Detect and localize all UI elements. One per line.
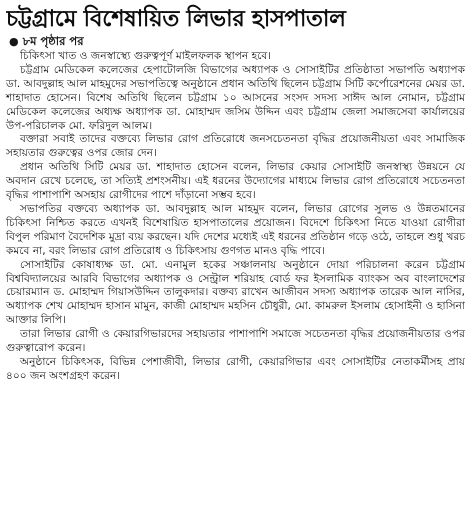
paragraph: সভাপতির বক্তব্যে অধ্যাপক ডা. আবদুল্লাহ আল মাহমুদ বলেন, লিভার রোগের সুলভ ও উন্নতমানের চিকিৎসা নিশ্চিত করতে এখনই বিশেষায়িত হাসপাতালের প্রয়োজন। বিদেশে চিকিৎসা নিতে যাওয়া রোগীরা বিপুল পরিমাণ বৈদেশিক মুদ্রা ব্যয় করছেন। যদি দেশের মধ্যেই এই ধরনের প্রতিষ্ঠান গড়ে ওঠে, তাহলে শুধু খরচ কমবে না, বরং লিভার রোগ প্রতিরোধ ও চিকিৎসায় গুণগত মানও বৃদ্ধি পাবে। [6,202,465,257]
paragraph: বক্তারা সবাই তাদের বক্তব্যে লিভার রোগ প্রতিরোধে জনসচেতনতা বৃদ্ধির প্রয়োজনীয়তা এবং সামাজিক সহায়তার গুরুত্বের ওপর জোর দেন। [6,133,465,160]
bullet-icon: ● [9,35,19,48]
article-body [6,50,465,384]
paragraph: প্রধান অতিথি সিটি মেয়র ডা. শাহাদাত হোসেন বলেন, লিভার কেয়ার সোসাইটি জনস্বাস্থ্য উন্নয়নে যে অবদান রেখে চলেছে, তা সত্যিই প্রশংসনীয়। এই ধরনের উদ্যোগের মাধ্যমে লিভার রোগ প্রতিরোধে সচেতনতা বৃদ্ধির পাশাপাশি অসহায় রোগীদের পাশে দাঁড়ানো সম্ভব হবে। [6,161,465,202]
continuation-line [9,34,465,49]
paragraph: চিকিৎসা খাত ও জনস্বাস্থ্যে গুরুত্বপূর্ণ মাইলফলক স্থাপন হবে। [20,50,272,62]
paragraph: তারা লিভার রোগী ও কেয়ারগিভারদের সহায়তার পাশাপাশি সমাজে সচেতনতা বৃদ্ধির প্রয়োজনীয়তার ওপর গুরুত্বারোপ করেন। [6,328,465,355]
paragraph: সোসাইটির কোষাধ্যক্ষ ডা. মো. এনামুল হকের সঞ্চালনায় অনুষ্ঠানে দোয়া পরিচালনা করেন চট্টগ্রাম বিশ্ববিদ্যালয়ের আরবি বিভাগের অধ্যাপক ও সেন্ট্রাল শরিয়াহ বোর্ড ফর ইসলামিক ব্যাংকস অব বাংলাদেশের চেয়ারম্যান ড. মোহাম্মদ গিয়াসউদ্দিন তালুকদার। বক্তব্য রাখেন আজীবন সদস্য অধ্যাপক তারেক আল নাসির, অধ্যাপক শেখ মোহাম্মদ হাসান মামুন, কাজী মোহাম্মদ মহসিন চৌধুরী, মো. কামরুল ইসলাম হোসাইনী ও হাসিনা আক্তার লিপি। [6,258,465,327]
continuation-text: ৮ম পৃষ্ঠার পর [22,34,84,48]
paragraph: অনুষ্ঠানে চিকিৎসক, বিভিন্ন পেশাজীবী, লিভার রোগী, কেয়ারগিভার এবং সোসাইটির নেতাকর্মীসহ প্রায় ৪০০ জন অংশগ্রহণ করেন। [6,355,465,382]
paragraph: চট্টগ্রাম মেডিকেল কলেজের হেপাটোলজি বিভাগের অধ্যাপক ও সোসাইটির প্রতিষ্ঠাতা সভাপতি অধ্যাপক ডা. আবদুল্লাহ আল মাহমুদের সভাপতিত্বে অনুষ্ঠানে প্রধান অতিথি ছিলেন চট্টগ্রাম সিটি কর্পোরেশনের মেয়র ডা. শাহাদাত হোসেন। বিশেষ অতিথি ছিলেন চট্টগ্রাম ১০ আসনের সংসদ সদস্য সাঈদ আল নোমান, চট্টগ্রাম মেডিকেল কলেজের অধ্যক্ষ অধ্যাপক ডা. মোহাম্মদ জসিম উদ্দিন এবং চট্টগ্রাম জেলা সমাজসেবা কার্যালয়ের উপ-পরিচালক মো. ফরিদুল আলম। [6,63,465,132]
headline: চট্টগ্রামে বিশেষায়িত লিভার হাসপাতাল [6,6,346,32]
